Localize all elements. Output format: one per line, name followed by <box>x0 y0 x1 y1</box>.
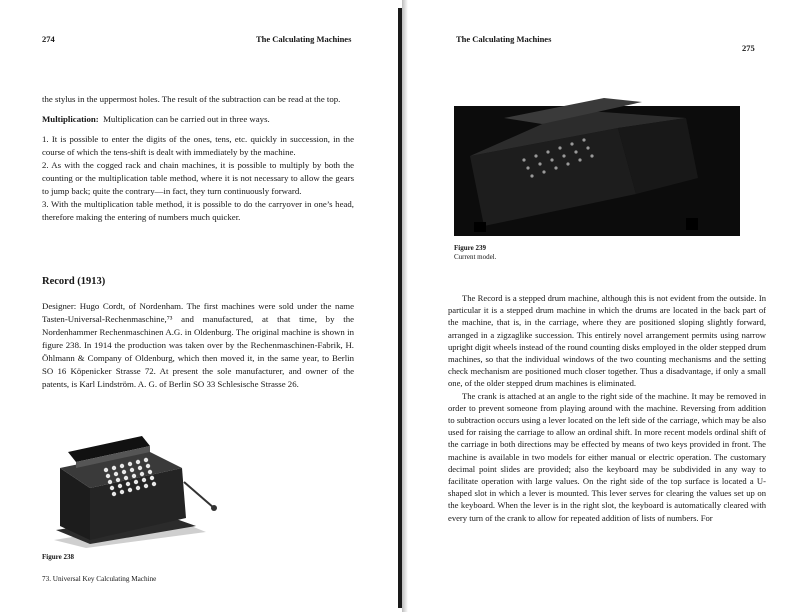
right-paragraph-2: The crank is attached at an angle to the right side of the machine. It may be removed in order to prevent someone from playing around with the machine. Reversing from addition to subtraction occurs using a lever located on the left side of the carriage, which may be also used for raising the carriage to allow an ordinal shift. In more recent models ordinal shift of the carriage in both directions may be effected by means of two keys provided in front. The machine is available in two models for either manual or electric operation. The customary decimal point slides are provided; also the keyboard may be subdivided in any way to facilitate operation with large values. On the right side of the top surface is located a U-shaped slot in which a lever is mounted. This lever serves for clearing the values set up on the keyboard. When the lever is in the right slot, the keyboard is automatically cleared with every turn of the crank to allow for repeated addition of lists of numbers. For <box>448 390 766 523</box>
multiplication-heading: Multiplication: <box>42 114 99 124</box>
left-page-number: 274 <box>42 34 55 44</box>
list-item-1: 1. It is possible to enter the digits of the ones, tens, etc. quickly in succession, in the course of which the tens-shift is dealt with immediately by the machine. <box>42 134 354 157</box>
right-paragraph-1: The Record is a stepped drum machine, although this is not evident from the outside. In particular it is a stepped drum machine in which the drums are located in the back part of the machine, that is, in the carriage, where they are positioned sloping slightly forward, arranged in a zigzaglike succession. This entirely novel arrangement permits using narrow upright digit wheels instead of the round counting disks employed in the older stepped drum machines, so that the individual windows of the two counting mechanisms and the setting check mechanism are positioned much closer together. Thus a disadvantage, if only a small one, of the older stepped drum machines is eliminated. <box>448 293 766 389</box>
list-item-3: 3. With the multiplication table method, it is possible to do the carryover in one’s head, therefore making the entering of numbers much quicker. <box>42 199 354 222</box>
figure-238-image <box>46 422 246 550</box>
figure-238-caption: Figure 238 <box>42 553 74 561</box>
designer-paragraph: Designer: Hugo Cordt, of Nordenham. The first machines were sold under the name Tasten-Universal-Rechenmaschine,⁷³ and manufactured, at that time, by the Nordenhammer Rechenmaschinen A.G. in Oldenburg. The original machine is shown in figure 238. In 1914 the production was taken over by the Rechenmaschinen-Fabrik, H. Öhlmann & Company of Oldenburg, which then moved it, in the same year, to Berlin SO 16 Köpenicker Strasse 72. At present the sole manufacturer, and owner of the patents, is Karl Lindström. A. G. of Berlin SO 33 Schlesische Strasse 26. <box>42 301 354 389</box>
multiplication-paragraph <box>42 113 354 126</box>
footnote: 73. Universal Key Calculating Machine <box>42 575 157 583</box>
right-running-head: The Calculating Machines <box>456 34 552 44</box>
section-title: Record (1913) <box>42 276 106 287</box>
multiplication-intro: Multiplication can be carried out in three ways. <box>103 114 270 124</box>
left-running-head: The Calculating Machines <box>256 34 352 44</box>
figure-239-caption: Figure 239 Current model. <box>454 244 497 261</box>
left-body-text <box>42 93 354 224</box>
right-body-text <box>448 292 766 524</box>
right-page <box>404 0 792 612</box>
continued-paragraph: the stylus in the uppermost holes. The result of the subtraction can be read at the top. <box>42 94 341 104</box>
figure-239-image <box>454 94 744 242</box>
figure-239-subcaption: Current model. <box>454 253 497 261</box>
list-item-2: 2. As with the cogged rack and chain machines, it is possible to multiply by both the counting or the multiplication table method, where it is not necessary to allow the gears to jump back; quite the contrary—in fact, they turn continuously forward. <box>42 160 354 196</box>
right-page-number: 275 <box>742 43 755 53</box>
